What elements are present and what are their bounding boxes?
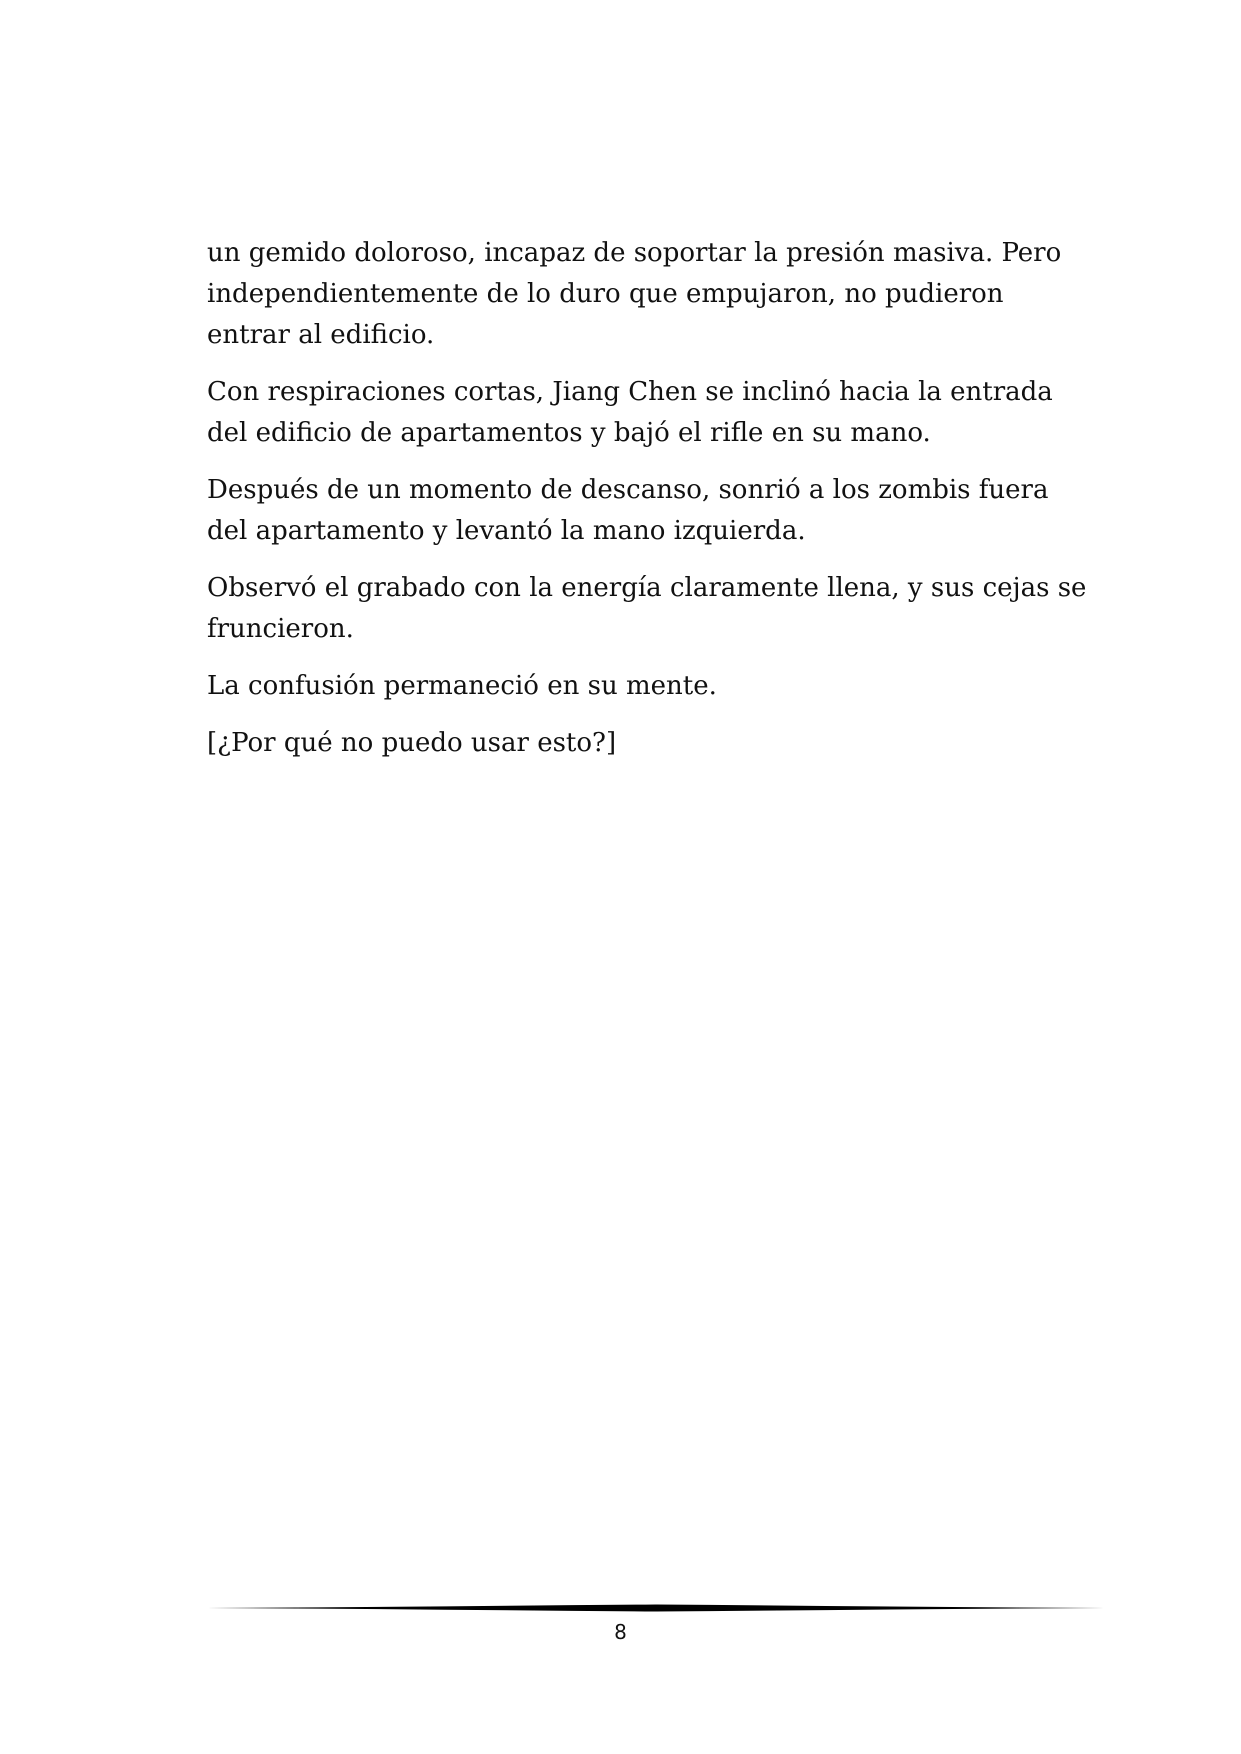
- paragraph: Observó el grabado con la energía claramente llena, y sus cejas se fruncieron.: [207, 573, 1087, 644]
- page-number: 8: [614, 1620, 627, 1644]
- paragraph: La confusión permaneció en su mente.: [207, 671, 717, 701]
- footer-rule: [207, 1602, 1105, 1614]
- paragraph: [¿Por qué no puedo usar esto?]: [207, 728, 617, 758]
- paragraph: un gemido doloroso, incapaz de soportar la presión masiva. Pero independientemente de lo duro que empujaron, no pudieron entrar al edificio.: [207, 238, 1062, 350]
- footer-rule-shape: [207, 1605, 1105, 1612]
- body-text: [207, 233, 1087, 780]
- paragraph: Después de un momento de descanso, sonrió a los zombis fuera del apartamento y levantó la mano izquierda.: [207, 475, 1049, 546]
- paragraph: Con respiraciones cortas, Jiang Chen se inclinó hacia la entrada del edificio de apartamentos y bajó el rifle en su mano.: [207, 377, 1053, 448]
